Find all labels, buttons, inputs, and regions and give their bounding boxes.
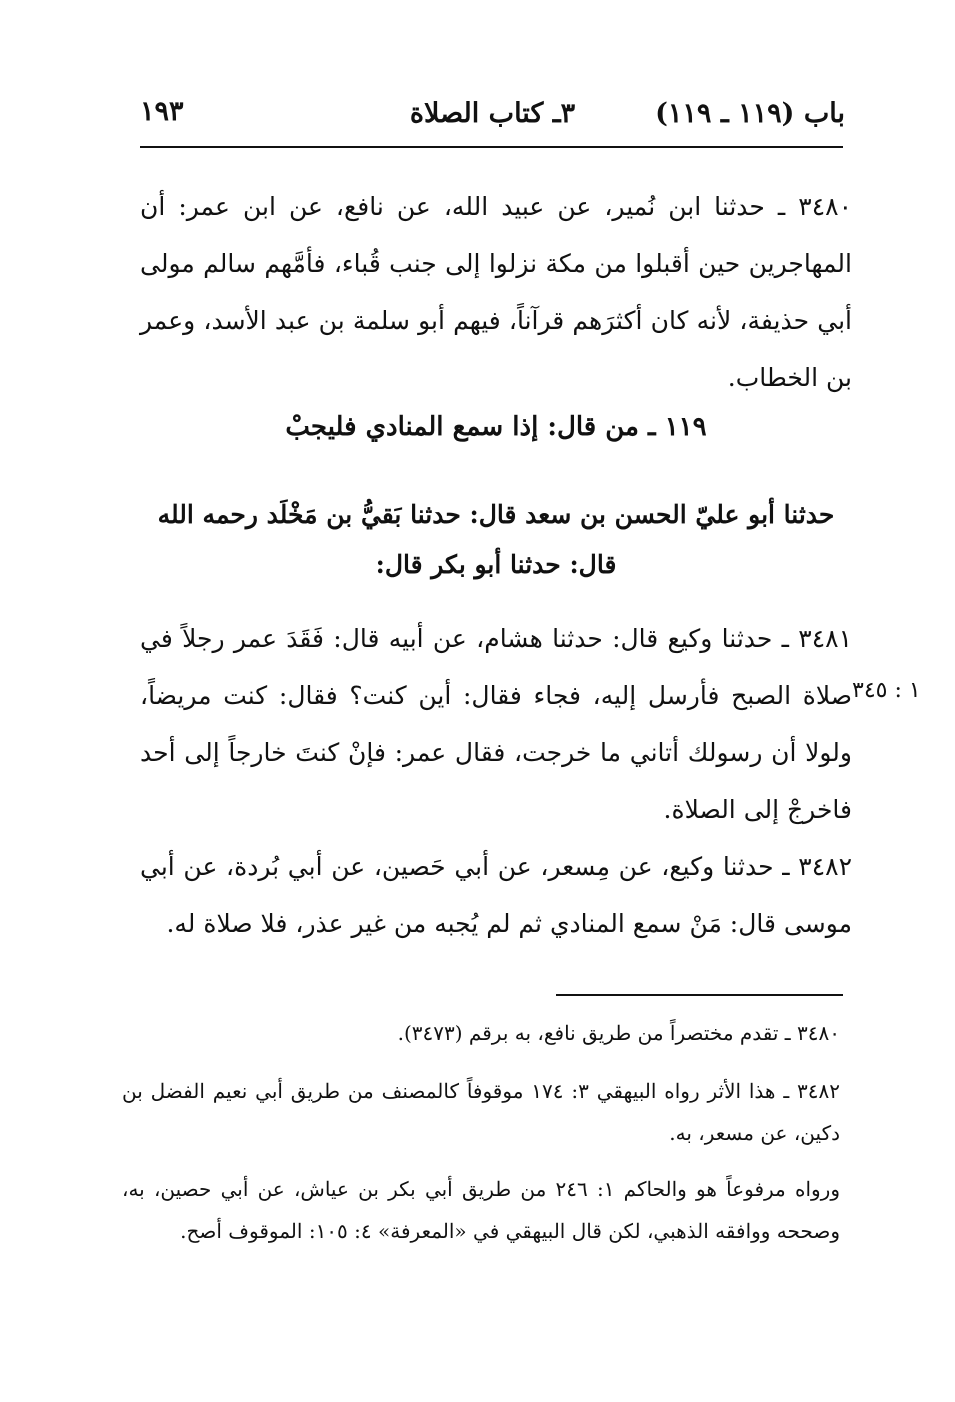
footnote-3480: ٣٤٨٠ ـ تقدم مختصراً من طريق نافع، به برقم (٣٤٧٣). [397, 1021, 840, 1045]
hadith-3480: ٣٤٨٠ ـ حدثنا ابن نُمير، عن عبيد الله، عن نافع، عن ابن عمر: أن المهاجرين حين أقبلوا من مكة نزلوا إلى جنب قُباء، فأمَّهم سالم مولى أبي حذيفة، لأنه كان أكثرَهم قرآناً، فيهم أبو سلمة بن عبد الأسد، وعمر بن الخطاب. [140, 192, 852, 392]
chapter-range: باب (١١٩ ـ ١١٩) [655, 98, 845, 129]
footnote-3482: ٣٤٨٢ ـ هذا الأثر رواه البيهقي ٣: ١٧٤ موقوفاً كالمصنف من طريق أبي نعيم الفضل بن دكين، عن مسعر، به. [122, 1079, 840, 1145]
book-title: ٣ـ كتاب الصلاة [409, 98, 576, 129]
footnote-divider [556, 994, 843, 996]
page-number: ١٩٣ [140, 96, 184, 127]
section-heading: ١١٩ ـ من قال: إذا سمع المنادي فليجبْ [285, 412, 707, 442]
page-header [140, 92, 845, 142]
hadith-3482: ٣٤٨٢ ـ حدثنا وكيع، عن مِسعر، عن أبي حَصين، عن أبي بُردة، عن أبي موسى قال: مَنْ سمع المنادي ثم لم يُجبه من غير عذر، فلا صلاة له. [140, 852, 852, 938]
header-divider [140, 146, 843, 148]
footnote-3482-continued: ورواه مرفوعاً هو والحاكم ١: ٢٤٦ من طريق أبي بكر بن عياش، عن أبي حصين، به، وصححه ووافقه الذهبي، لكن قال البيهقي في «المعرفة» ٤: ١٠٥: الموقوف أصح. [122, 1177, 840, 1243]
isnad-chain: حدثنا أبو عليّ الحسن بن سعد قال: حدثنا بَقيُّ بن مَخْلَد رحمه الله قال: حدثنا أبو بكر قال: [157, 500, 835, 579]
margin-reference: ١ : ٣٤٥ [852, 678, 921, 703]
hadith-3481: ٣٤٨١ ـ حدثنا وكيع قال: حدثنا هشام، عن أبيه قال: فَقَدَ عمر رجلاً في صلاة الصبح فأرسل إليه، فجاء فقال: أين كنت؟ فقال: كنت مريضاً، ولولا أن رسولك أتاني ما خرجت، فقال عمر: فإنْ كنتَ خارجاً إلى أحد فاخرجْ إلى الصلاة. [140, 624, 852, 824]
